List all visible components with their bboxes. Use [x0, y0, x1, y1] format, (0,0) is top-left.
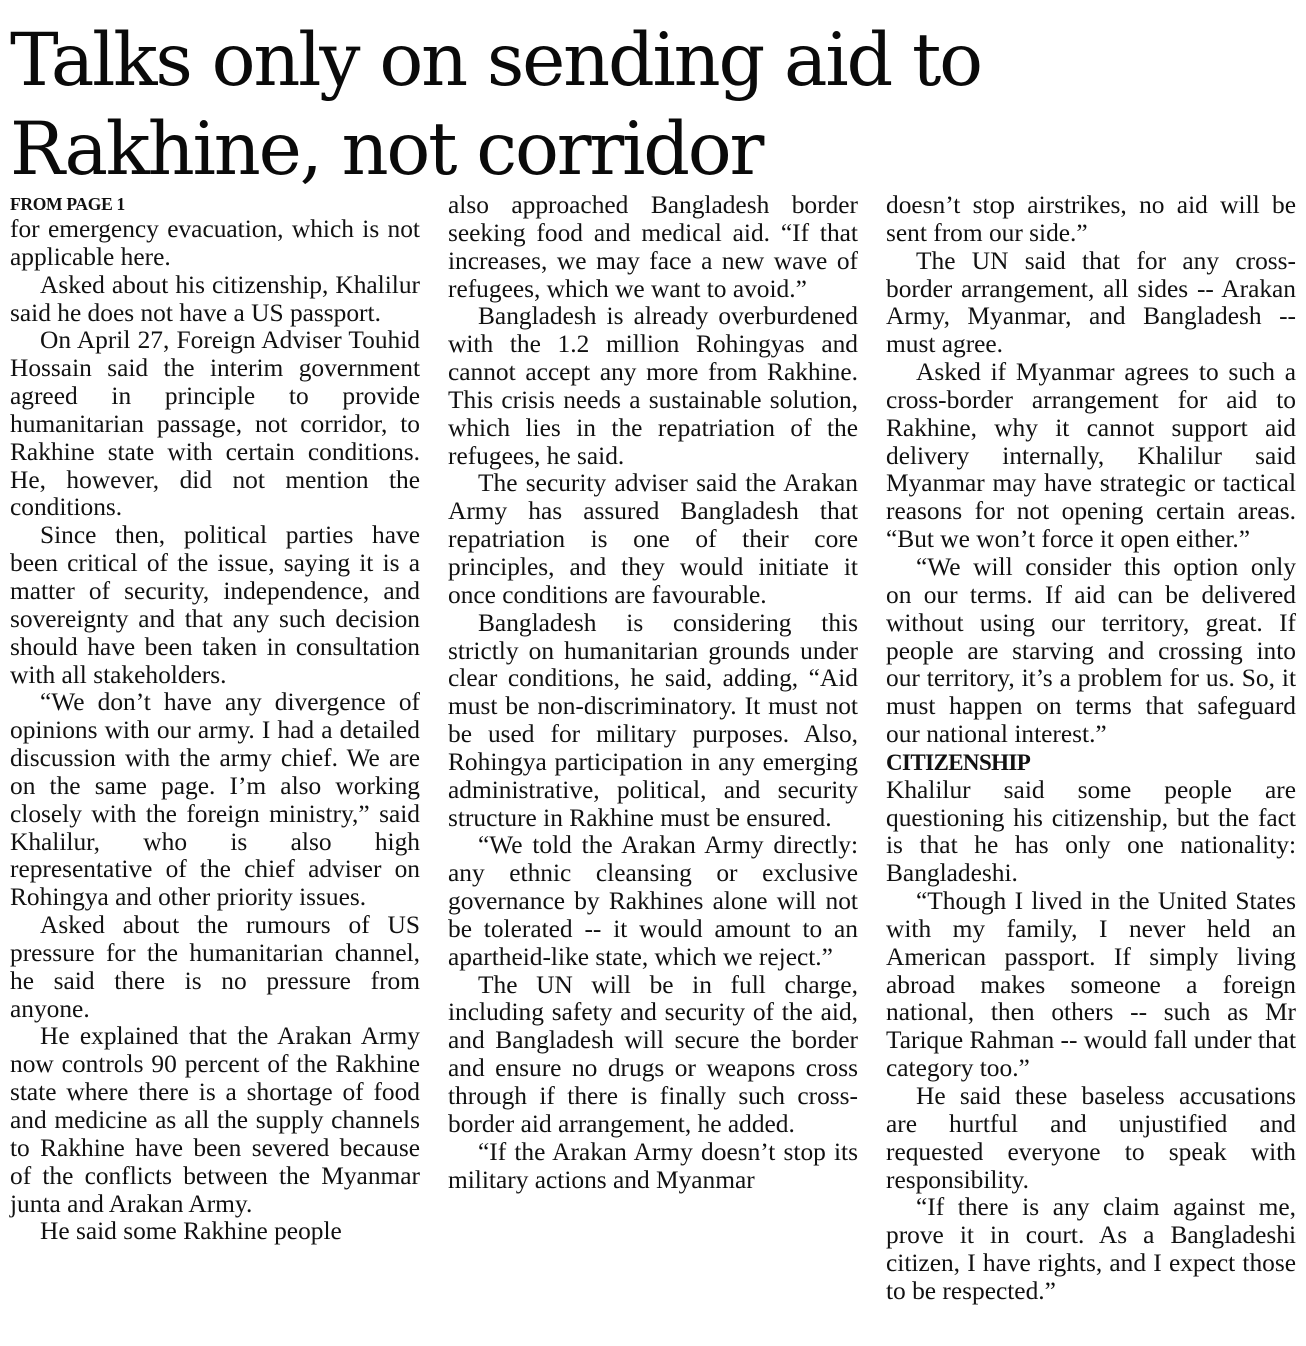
paragraph: He said these baseless accusations are hurtful and unjustified and requested everyone to speak with responsibility. [886, 1082, 1296, 1194]
paragraph: “We don’t have any divergence of opinions with our army. I had a detailed discussion with the army chief. We are on the same page. I’m also working closely with the foreign ministry,” said Khalilur, who is also high representative of the chief adviser on Rohingya and other priority issues. [10, 688, 420, 912]
paragraph: The UN will be in full charge, including safety and security of the aid, and Bangladesh will secure the border and ensure no drugs or weapons cross through if there is finally such cross-border aid arrangement, he added. [448, 970, 858, 1138]
paragraph: Bangladesh is already overburdened with the 1.2 million Rohingyas and cannot accept any more from Rakhine. This crisis needs a sustainable solution, which lies in the repatriation of the refugees, he said. [448, 302, 858, 470]
paragraph: On April 27, Foreign Adviser Touhid Hossain said the interim government agreed in principle to provide humanitarian passage, not corridor, to Rakhine state with certain conditions. He, however, did not mention the conditions. [10, 326, 420, 522]
section-subhead: CITIZENSHIP [886, 749, 1031, 775]
dateline: FROM PAGE 1 [10, 194, 125, 214]
paragraph: “If there is any claim against me, prove it in court. As a Bangladeshi citizen, I have rights, and I expect those to be respected.” [886, 1193, 1296, 1305]
paragraph: Asked about his citizenship, Khalilur said he does not have a US passport. [10, 270, 420, 327]
paragraph: Since then, political parties have been critical of the issue, saying it is a matter of security, independence, and sovereignty and that any such decision should have been taken in consultation with all stakeholders. [10, 521, 420, 689]
paragraph: Bangladesh is considering this strictly on humanitarian grounds under clear conditions, he said, adding, “Aid must be non-discriminatory. It must not be used for military purposes. Also, Rohingya participation in any emerging administrative, political, and security structure in Rakhine must be ensured. [448, 608, 858, 832]
paragraph: Asked about the rumours of US pressure for the humanitarian channel, he said there is no pressure from anyone. [10, 911, 420, 1023]
paragraph: He explained that the Arakan Army now controls 90 percent of the Rakhine state where there is a shortage of food and medicine as all the supply channels to Rakhine have been severed because of the conflicts between the Myanmar junta and Arakan Army. [10, 1022, 420, 1218]
paragraph: “We told the Arakan Army directly: any ethnic cleansing or exclusive governance by Rakhines alone will not be tolerated -- it would amount to an apartheid-like state, which we reject.” [448, 831, 858, 971]
paragraph: also approached Bangladesh border seeking food and medical aid. “If that increases, we may face a new wave of refugees, which we want to avoid.” [448, 191, 858, 303]
paragraph: The security adviser said the Arakan Army has assured Bangladesh that repatriation is one of their core principles, and they would initiate it once conditions are favourable. [448, 469, 858, 609]
column-1 [10, 192, 420, 1246]
column-2 [448, 192, 858, 1194]
headline: Talks only on sending aid to Rakhine, not corridor [10, 18, 981, 192]
paragraph: “If the Arakan Army doesn’t stop its military actions and Myanmar [448, 1137, 858, 1194]
paragraph: The UN said that for any cross-border arrangement, all sides -- Arakan Army, Myanmar, and Bangladesh -- must agree. [886, 246, 1296, 359]
paragraph: “Though I lived in the United States with my family, I never held an American passport. If simply living abroad makes someone a foreign national, then others -- such as Mr Tarique Rahman -- would fall under that category too.” [886, 887, 1296, 1083]
paragraph: for emergency evacuation, which is not applicable here. [10, 215, 420, 271]
paragraph: Asked if Myanmar agrees to such a cross-border arrangement for aid to Rakhine, why it cannot support aid delivery internally, Khalilur said Myanmar may have strategic or tactical reasons for not opening certain areas. “But we won’t force it open either.” [886, 358, 1296, 554]
paragraph: “We will consider this option only on our terms. If aid can be delivered without using our territory, great. If people are starving and crossing into our territory, it’s a problem for us. So, it must happen on terms that safeguard our national interest.” [886, 552, 1296, 749]
paragraph: doesn’t stop airstrikes, no aid will be sent from our side.” [886, 191, 1296, 247]
paragraph: He said some Rakhine people [40, 1217, 342, 1246]
paragraph: Khalilur said some people are questioning his citizenship, but the fact is that he has only one nationality: Bangladeshi. [886, 775, 1296, 888]
column-3 [886, 192, 1296, 1306]
